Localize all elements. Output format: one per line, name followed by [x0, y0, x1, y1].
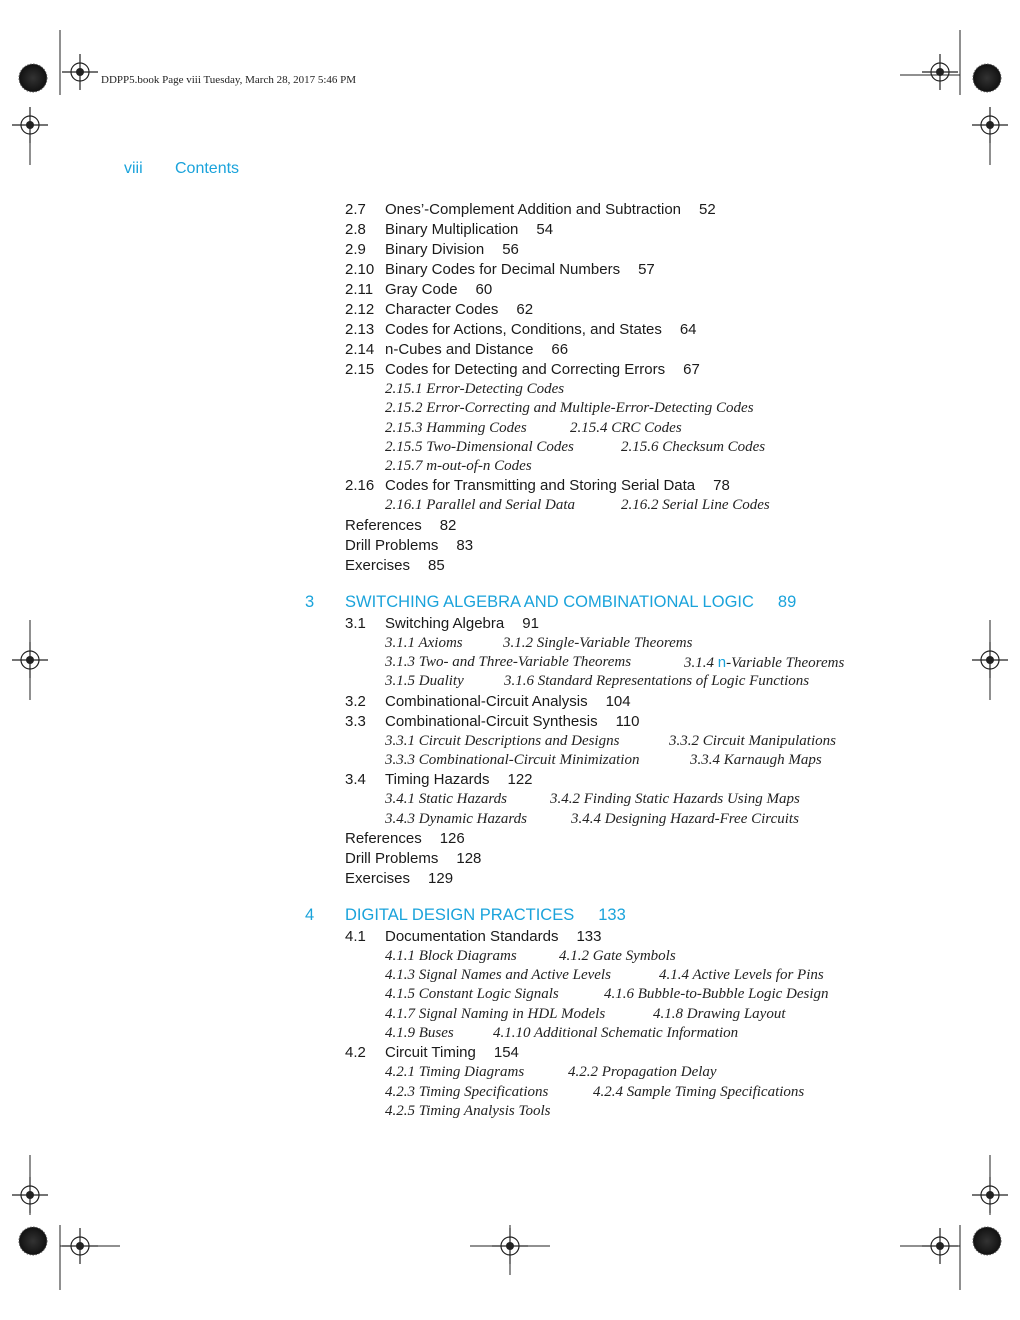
entry-title: References: [345, 829, 422, 847]
entry-title: Exercises: [345, 556, 411, 574]
page-ref: 122: [507, 771, 533, 789]
page-ref: 78: [713, 477, 730, 495]
section-title: Codes for Actions, Conditions, and States: [385, 321, 662, 338]
toc-entry-2-11: [0, 280, 1020, 300]
registration-mark: [12, 1177, 48, 1213]
subsection-title: 4.2.1 Timing Diagrams: [385, 1064, 525, 1081]
section-title: Binary Codes for Decimal Numbers: [385, 261, 621, 278]
subsection-title: 4.1.10 Additional Schematic Information: [493, 1025, 739, 1042]
table-of-contents: [0, 200, 1020, 1121]
subsection-line: [0, 966, 1020, 985]
page-ref: 52: [699, 201, 716, 218]
toc-entry-2-12: [0, 300, 1020, 320]
subsection-line: [0, 985, 1020, 1004]
subsection-line: [0, 1024, 1020, 1043]
subsection-title: 4.2.5 Timing Analysis Tools: [385, 1102, 551, 1119]
section-number: 2.7: [345, 201, 366, 218]
toc-entry-3-2: [0, 692, 1020, 712]
subsection-title: 4.1.9 Buses: [385, 1025, 454, 1042]
section-title: Character Codes: [385, 301, 499, 318]
section-number: 2.11: [345, 281, 374, 298]
registration-mark: [62, 54, 98, 90]
page-ref: 126: [439, 829, 465, 847]
subsection-title: 4.1.5 Constant Logic Signals: [385, 986, 559, 1003]
page-ref: 133: [576, 927, 602, 945]
subsection-title: 4.1.6 Bubble-to-Bubble Logic Design: [604, 986, 829, 1003]
registration-mark: [62, 1228, 98, 1264]
toc-entry-2-8: [0, 220, 1020, 240]
toc-entry-2-13: [0, 320, 1020, 340]
page-ref: 133: [598, 905, 626, 924]
running-head-title: Contents: [175, 160, 240, 177]
page-ref: 85: [428, 556, 445, 574]
subsection-title: 2.15.4 CRC Codes: [570, 419, 682, 436]
toc-entry-references: [0, 516, 1020, 536]
chapter-title: DIGITAL DESIGN PRACTICES: [345, 905, 575, 924]
section-number: 2.13: [345, 321, 375, 338]
entry-title: Drill Problems: [345, 849, 439, 867]
section-title: n-Cubes and Distance: [385, 341, 534, 358]
toc-entry-references: [0, 829, 1020, 849]
page-ref: 54: [536, 221, 554, 238]
subsection-title: 3.3.3 Combinational-Circuit Minimization: [385, 751, 640, 768]
section-number: 4.2: [345, 1044, 366, 1062]
section-number: 4.1: [345, 927, 366, 945]
starburst-mark: [19, 1227, 47, 1255]
subsection-title: 4.2.4 Sample Timing Specifications: [593, 1083, 805, 1100]
subsection-title: 3.4.1 Static Hazards: [385, 791, 507, 808]
page-ref: 154: [493, 1044, 519, 1062]
registration-mark: [922, 1228, 958, 1264]
chapter-title: SWITCHING ALGEBRA AND COMBINATIONAL LOGIC: [345, 592, 754, 611]
toc-entry-3-1: [0, 614, 1020, 634]
subsection-title: 3.1.3 Two- and Three-Variable Theorems: [385, 654, 632, 671]
section-number: 2.8: [345, 221, 366, 238]
subsection-title: 2.15.2 Error-Correcting and Multiple-Error-Detecting Codes: [385, 400, 754, 417]
entry-title: Drill Problems: [345, 536, 439, 554]
subsection-line: [0, 438, 1020, 457]
section-number: 2.9: [345, 241, 366, 258]
page-ref: 82: [439, 516, 457, 534]
page-ref: 110: [615, 712, 640, 730]
section-number: 2.10: [345, 261, 375, 278]
section-title: Circuit Timing: [385, 1044, 476, 1062]
subsection-line: [0, 1083, 1020, 1102]
registration-mark: [922, 54, 958, 90]
subsection-title: 3.1.4 n-Variable Theorems: [684, 654, 845, 672]
running-head: [0, 160, 1020, 180]
section-number: 2.15: [345, 361, 375, 378]
subsection-title: 4.2.2 Propagation Delay: [568, 1064, 717, 1081]
section-title: Timing Hazards: [385, 771, 490, 789]
toc-entry-2-14: [0, 340, 1020, 360]
registration-mark: [492, 1228, 528, 1264]
section-number: 3.3: [345, 712, 366, 730]
toc-entry-exercises: [0, 869, 1020, 889]
subsection-title: 4.1.1 Block Diagrams: [385, 947, 517, 964]
page-ref: 128: [456, 849, 482, 867]
page-ref: 56: [502, 241, 519, 258]
subsection-title: 4.1.2 Gate Symbols: [559, 947, 676, 964]
toc-entry-2-16: [0, 476, 1020, 496]
subsection-title: 4.2.3 Timing Specifications: [385, 1083, 549, 1100]
subsection-line: [0, 672, 1020, 691]
subsection-title: 3.4.3 Dynamic Hazards: [385, 810, 527, 827]
toc-entry-2-10: [0, 260, 1020, 280]
section-number: 2.16: [345, 477, 375, 495]
subsection-line: [0, 496, 1020, 515]
subsection-line: [0, 380, 1020, 399]
starburst-mark: [973, 1227, 1001, 1255]
subsection-title: 4.1.8 Drawing Layout: [653, 1005, 786, 1022]
subsection-title: 3.1.5 Duality: [385, 673, 464, 690]
subsection-line: [0, 653, 1020, 672]
page-number: viii: [124, 160, 143, 177]
toc-entry-3-3: [0, 712, 1020, 732]
page-ref: 91: [522, 614, 539, 632]
subsection-line: [0, 790, 1020, 809]
subsection-line: [0, 751, 1020, 770]
toc-entry-drill-problems: [0, 849, 1020, 869]
subsection-title: 3.1.6 Standard Representations of Logic Functions: [504, 673, 810, 690]
page-ref: 66: [551, 341, 569, 358]
subsection-line: [0, 1005, 1020, 1024]
subsection-title: 2.15.7 m-out-of-n Codes: [385, 458, 532, 475]
page-ref: 89: [777, 592, 797, 611]
subsection-line: [0, 634, 1020, 653]
subsection-title: 3.4.4 Designing Hazard-Free Circuits: [571, 810, 799, 827]
page-ref: 62: [516, 301, 534, 318]
registration-mark: [972, 107, 1008, 143]
section-title: Binary Division: [385, 241, 485, 258]
page-ref: 67: [683, 361, 700, 378]
page-ref: 64: [679, 321, 697, 338]
subsection-title: 2.16.1 Parallel and Serial Data: [385, 497, 575, 514]
toc-entry-drill-problems: [0, 536, 1020, 556]
subsection-line: [0, 732, 1020, 751]
chapter-number: 4: [305, 905, 315, 924]
page-ref: 57: [638, 261, 655, 278]
subsection-line: [0, 1063, 1020, 1082]
registration-mark: [12, 107, 48, 143]
subsection-line: [0, 947, 1020, 966]
subsection-title: 4.1.3 Signal Names and Active Levels: [385, 967, 611, 984]
toc-entry-2-15: [0, 360, 1020, 380]
subsection-title: 3.3.1 Circuit Descriptions and Designs: [385, 732, 620, 749]
subsection-title: 3.1.1 Axioms: [385, 634, 463, 651]
toc-entry-exercises: [0, 556, 1020, 576]
section-title: Documentation Standards: [385, 927, 559, 945]
section-number: 2.12: [345, 301, 375, 318]
chapter-number: 3: [305, 592, 315, 611]
subsection-title: 3.3.2 Circuit Manipulations: [669, 732, 836, 749]
section-title: Gray Code: [385, 281, 458, 298]
section-number: 2.14: [345, 341, 375, 358]
page-ref: 104: [605, 692, 631, 710]
subsection-line: [0, 1102, 1020, 1121]
page-ref: 83: [456, 536, 474, 554]
subsection-title: 2.15.5 Two-Dimensional Codes: [385, 438, 574, 455]
subsection-title: 2.15.3 Hamming Codes: [385, 419, 527, 436]
toc-entry-2-7: [0, 200, 1020, 220]
page-ref: 60: [475, 281, 493, 298]
subsection-title: 4.1.4 Active Levels for Pins: [659, 967, 824, 984]
section-number: 3.4: [345, 771, 366, 789]
subsection-line: [0, 399, 1020, 418]
section-title: Ones’-Complement Addition and Subtraction: [385, 201, 682, 218]
subsection-title: 3.4.2 Finding Static Hazards Using Maps: [550, 791, 800, 808]
chapter-heading-4: [0, 903, 1020, 927]
subsection-title: 2.16.2 Serial Line Codes: [621, 497, 770, 514]
toc-entry-4-1: [0, 927, 1020, 947]
section-number: 3.2: [345, 692, 366, 710]
subsection-line: [0, 457, 1020, 476]
toc-entry-2-9: [0, 240, 1020, 260]
section-title: Binary Multiplication: [385, 221, 519, 238]
subsection-line: [0, 810, 1020, 829]
section-title: Switching Algebra: [385, 614, 505, 632]
starburst-mark: [19, 64, 47, 92]
chapter-heading-3: [0, 590, 1020, 614]
toc-entry-3-4: [0, 770, 1020, 790]
section-title: Combinational-Circuit Synthesis: [385, 712, 598, 730]
subsection-title: 3.3.4 Karnaugh Maps: [690, 751, 822, 768]
subsection-title: 2.15.1 Error-Detecting Codes: [385, 381, 565, 397]
page-ref: 129: [428, 869, 454, 887]
entry-title: References: [345, 516, 422, 534]
section-title: Combinational-Circuit Analysis: [385, 692, 588, 710]
subsection-title: 4.1.7 Signal Naming in HDL Models: [385, 1005, 606, 1022]
section-title: Codes for Transmitting and Storing Serial Data: [385, 477, 696, 495]
registration-mark: [972, 1177, 1008, 1213]
entry-title: Exercises: [345, 869, 411, 887]
toc-entry-4-2: [0, 1043, 1020, 1063]
printer-slug: DDPP5.book Page viii Tuesday, March 28, 2017 5:46 PM: [101, 74, 357, 86]
subsection-title: 3.1.2 Single-Variable Theorems: [503, 634, 693, 651]
starburst-mark: [973, 64, 1001, 92]
section-title: Codes for Detecting and Correcting Errors: [385, 361, 666, 378]
subsection-title: 2.15.6 Checksum Codes: [621, 438, 766, 455]
subsection-line: [0, 419, 1020, 438]
section-number: 3.1: [345, 614, 366, 632]
n-variable-highlight: n: [717, 654, 727, 672]
